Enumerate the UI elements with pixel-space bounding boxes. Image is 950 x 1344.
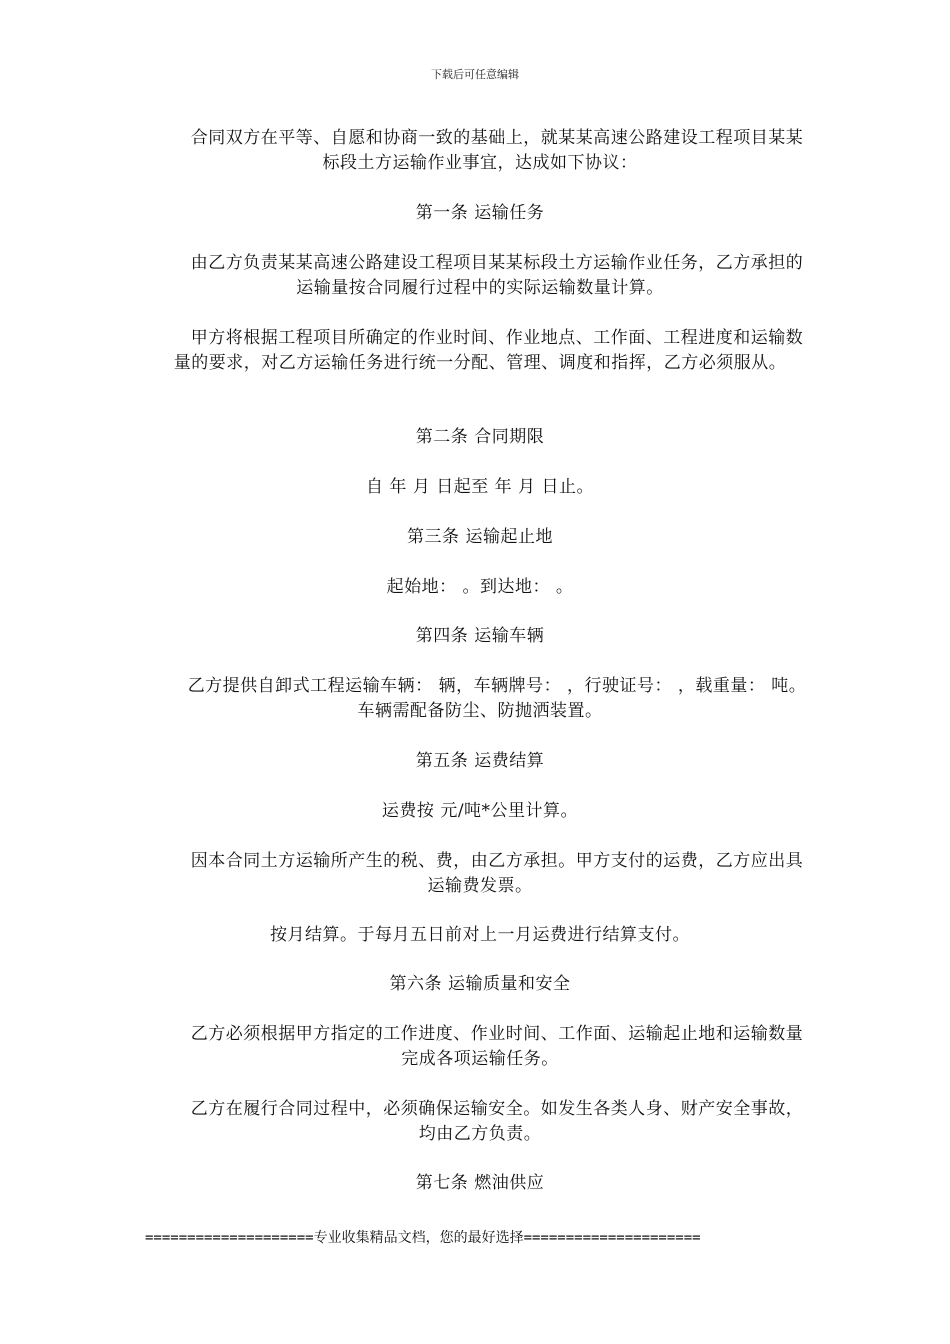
article-2-paragraph-1: 自 年 月 日起至 年 月 日止。 xyxy=(366,477,594,497)
article-6-paragraph-2: 乙方在履行合同过程中，必须确保运输安全。如发生各类人身、财产安全事故，均由乙方负责。 xyxy=(190,1099,804,1144)
article-4-paragraph-1: 乙方提供自卸式工程运输车辆： 辆，车辆牌号： ，行驶证号： ，载重量： 吨。车辆需配备防尘、防抛洒装置。 xyxy=(187,676,807,721)
article-5-paragraph-2: 因本合同土方运输所产生的税、费，由乙方承担。甲方支付的运费，乙方应出具运输费发票。 xyxy=(190,851,804,896)
article-1-paragraph-2: 甲方将根据工程项目所确定的作业时间、作业地点、工作面、工程进度和运输数量的要求，对乙方运输任务进行统一分配、管理、调度和指挥，乙方必须服从。 xyxy=(173,328,804,373)
article-2-title: 第二条 合同期限 xyxy=(415,427,545,447)
article-6-paragraph-1: 乙方必须根据甲方指定的工作进度、作业时间、工作面、运输起止地和运输数量完成各项运输任务。 xyxy=(190,1024,804,1069)
article-5-paragraph-1: 运费按 元/吨*公里计算。 xyxy=(381,801,579,821)
article-5-title: 第五条 运费结算 xyxy=(415,751,545,771)
article-5-paragraph-3: 按月结算。于每月五日前对上一月运费进行结算支付。 xyxy=(270,925,690,945)
article-3-paragraph-1: 起始地： 。到达地： 。 xyxy=(386,577,574,597)
article-3-title: 第三条 运输起止地 xyxy=(407,527,553,547)
article-7-title: 第七条 燃油供应 xyxy=(415,1173,545,1193)
article-1-title: 第一条 运输任务 xyxy=(415,203,545,223)
article-1-paragraph-1: 由乙方负责某某高速公路建设工程项目某某标段土方运输作业任务，乙方承担的运输量按合同履行过程中的实际运输数量计算。 xyxy=(190,253,804,298)
footer-banner: ====================专业收集精品文档，您的最好选择===================== xyxy=(145,1230,701,1246)
intro-paragraph: 合同双方在平等、自愿和协商一致的基础上，就某某高速公路建设工程项目某某标段土方运输作业事宜，达成如下协议： xyxy=(190,128,804,173)
header-note: 下载后可任意编辑 xyxy=(431,68,519,81)
article-4-title: 第四条 运输车辆 xyxy=(415,626,545,646)
article-6-title: 第六条 运输质量和安全 xyxy=(389,974,571,994)
